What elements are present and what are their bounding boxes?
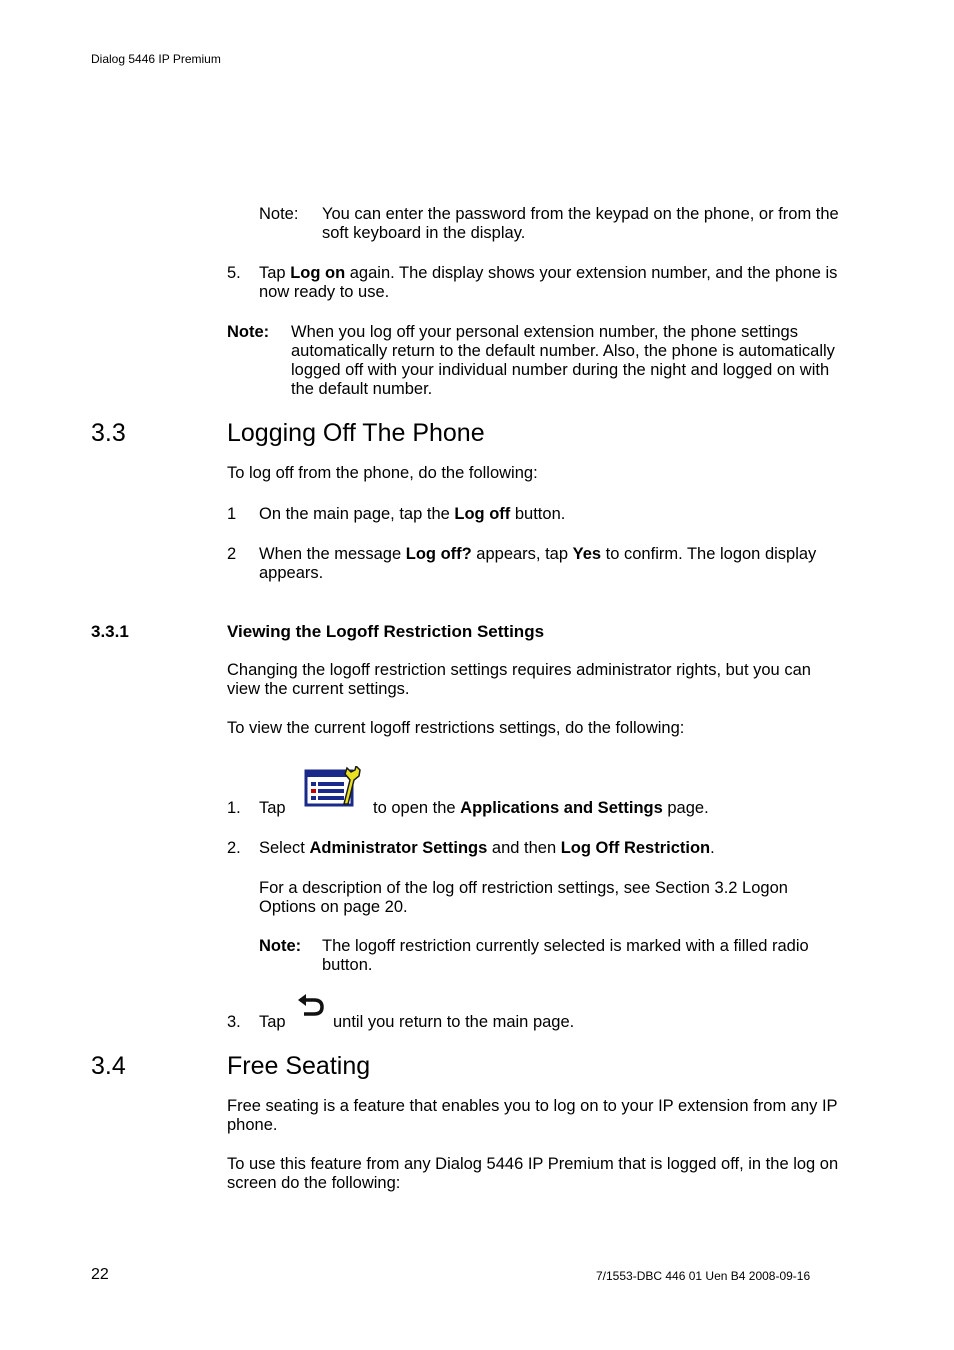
note-text: You can enter the password from the keypad on the phone, or from the soft keyboard in the display.	[322, 205, 839, 242]
paragraph: To view the current logoff restrictions settings, do the following:	[227, 719, 685, 737]
document-reference: 7/1553-DBC 446 01 Uen B4 2008-09-16	[596, 1269, 811, 1283]
step-text: Tap	[259, 799, 286, 817]
paragraph: To use this feature from any Dialog 5446 IP Premium that is logged off, in the log on screen do the following:	[227, 1155, 839, 1192]
step-number: 1	[227, 505, 237, 523]
paragraph: To log off from the phone, do the following:	[227, 464, 538, 482]
note-label: Note:	[259, 205, 299, 223]
step-number: 5.	[227, 264, 241, 282]
step-text: Select Administrator Settings and then Log Off Restriction.	[259, 839, 715, 857]
step-text: Tap	[259, 1013, 286, 1031]
subsection-number: 3.3.1	[91, 622, 129, 641]
back-arrow-icon	[296, 992, 326, 1025]
running-header: Dialog 5446 IP Premium	[91, 52, 221, 66]
paragraph: Free seating is a feature that enables you to log on to your IP extension from any IP phone.	[227, 1097, 838, 1134]
step-text: Tap Log on again. The display shows your extension number, and the phone is now ready to use.	[259, 264, 838, 301]
section-number: 3.4	[91, 1052, 126, 1080]
subsection-title: Viewing the Logoff Restriction Settings	[227, 622, 545, 641]
section-title: Free Seating	[227, 1052, 371, 1080]
step-number: 3.	[227, 1013, 241, 1031]
page-number: 22	[91, 1266, 109, 1283]
section-title: Logging Off The Phone	[227, 419, 485, 447]
step-number: 1.	[227, 799, 241, 817]
paragraph: Changing the logoff restriction settings requires administrator rights, but you can view the current settings.	[227, 661, 811, 698]
step-text: to open the Applications and Settings page.	[373, 799, 709, 817]
note-text: The logoff restriction currently selected is marked with a filled radio button.	[322, 937, 809, 974]
applications-settings-icon	[304, 766, 362, 813]
section-number: 3.3	[91, 419, 126, 447]
note-label: Note:	[259, 937, 302, 955]
step-text: When the message Log off? appears, tap Yes to confirm. The logon display appears.	[259, 545, 817, 582]
note-text: When you log off your personal extension number, the phone settings automatically return to the default number. Also, the phone is automatically logged off with your individual number during the night and logged on with the default number.	[291, 323, 835, 398]
step-text: until you return to the main page.	[333, 1013, 575, 1031]
paragraph: For a description of the log off restriction settings, see Section 3.2 Logon Options on page 20.	[259, 879, 788, 916]
step-text: On the main page, tap the Log off button.	[259, 505, 566, 523]
step-number: 2	[227, 545, 237, 563]
step-number: 2.	[227, 839, 241, 857]
note-label: Note:	[227, 323, 270, 341]
